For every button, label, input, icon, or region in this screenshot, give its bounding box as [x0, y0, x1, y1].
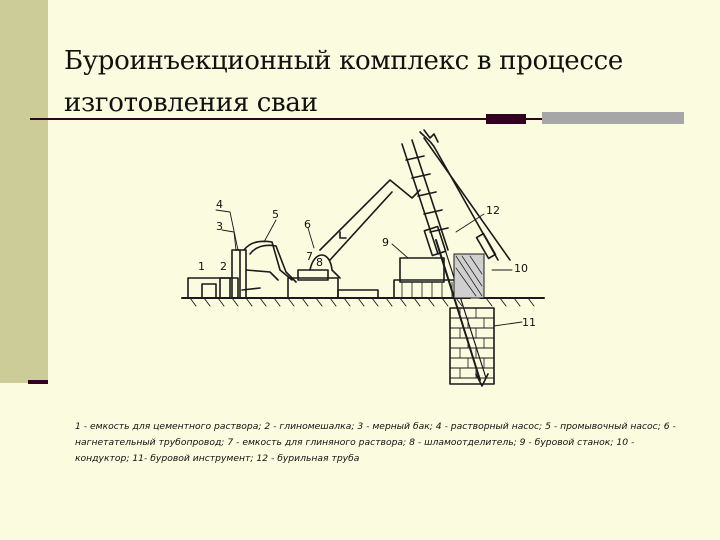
diagram-label-5: 5 [272, 208, 279, 221]
sidebar-accent [28, 380, 48, 384]
diagram-label-8: 8 [316, 256, 323, 269]
title-line-2: изготовления сваи [64, 88, 318, 118]
diagram-label-12: 12 [486, 204, 500, 217]
diagram-label-11: 11 [522, 316, 536, 329]
diagram-label-4: 4 [216, 198, 223, 211]
underline-accent-gray [542, 112, 684, 124]
diagram-label-7: 7 [306, 250, 313, 263]
sidebar-decoration [0, 0, 48, 383]
diagram-caption: 1 - емкость для цементного раствора; 2 - глиномешалка; 3 - мерный бак; 4 - растворный насос; 5 - промывочный насос; 6 - нагнетательный трубопровод; 7 - емкость для глиняного раствора; 8 - шламоотделитель; 9 - буровой станок; 10 - кондуктор; 11- буровой инструмент; 12 - бурильная труба [75, 421, 676, 464]
diagram-label-1: 1 [198, 260, 205, 273]
drilling-rig-diagram [180, 120, 550, 390]
diagram-label-3: 3 [216, 220, 223, 233]
diagram-label-10: 10 [514, 262, 528, 275]
diagram-label-9: 9 [382, 236, 389, 249]
diagram-label-2: 2 [220, 260, 227, 273]
diagram-label-6: 6 [304, 218, 311, 231]
title-line-1: Буроинъекционный комплекс в процессе [64, 46, 623, 76]
